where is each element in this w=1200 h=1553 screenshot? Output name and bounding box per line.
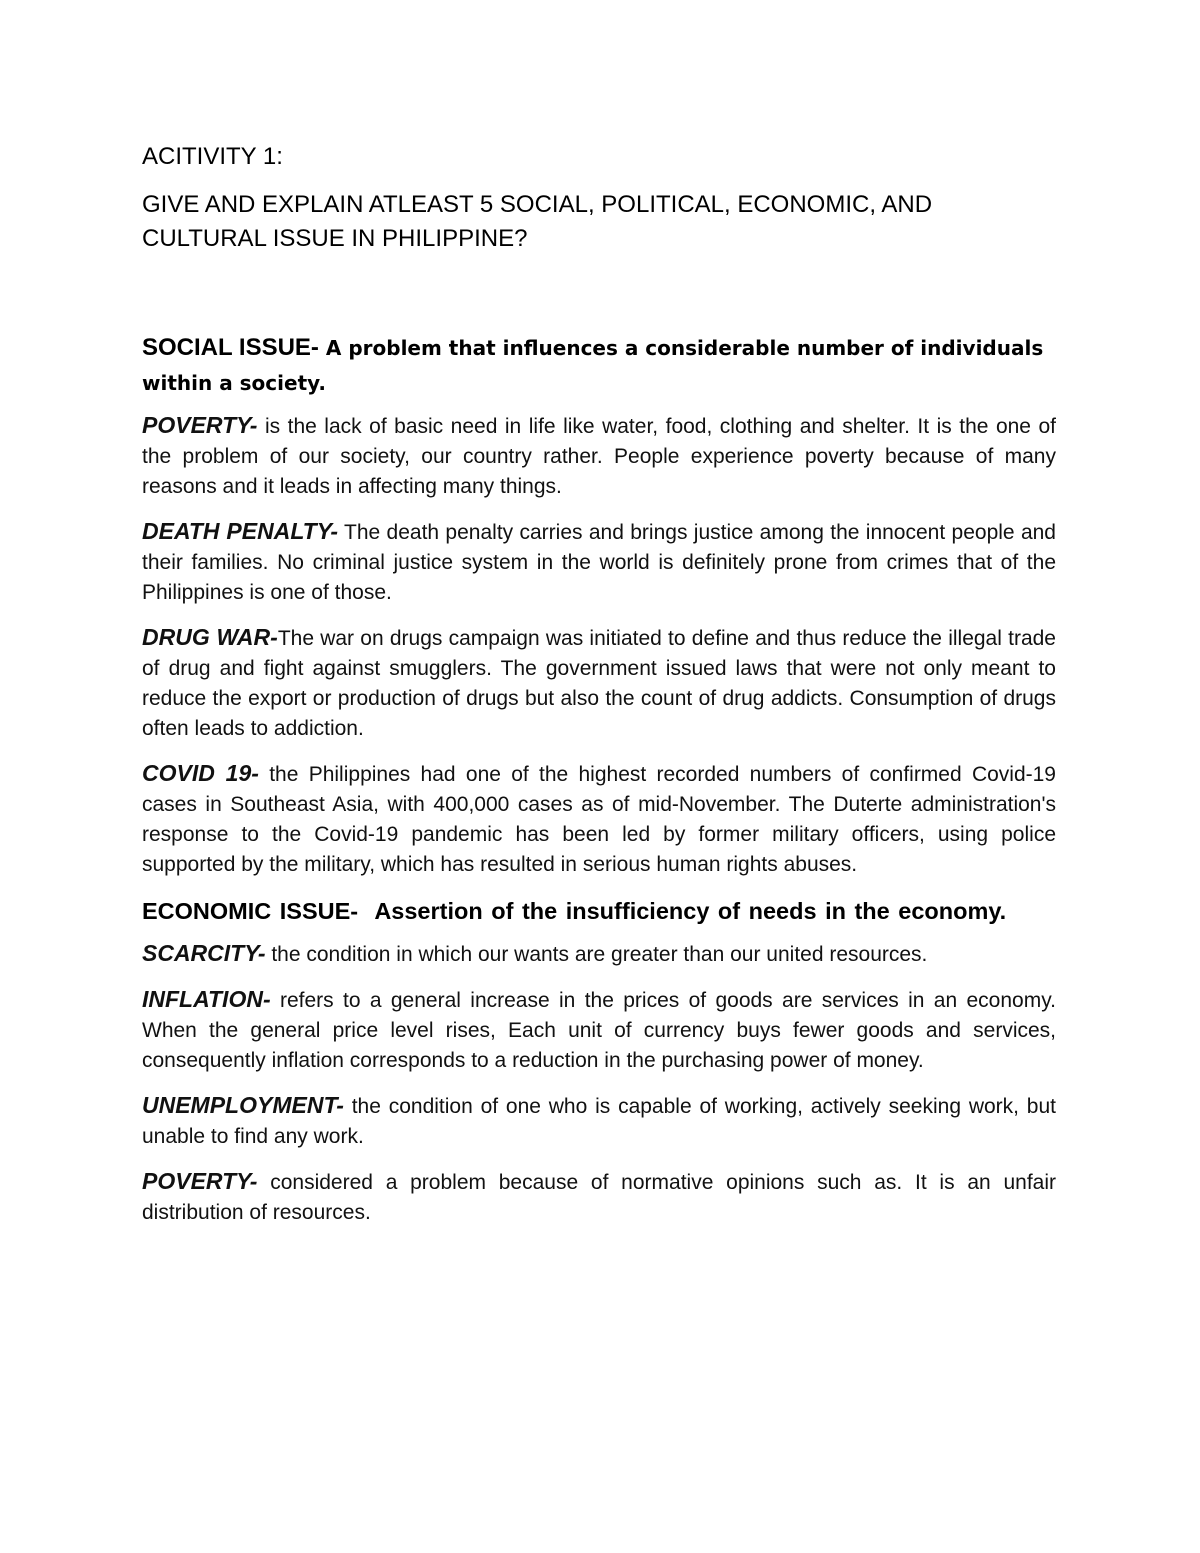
question-text: GIVE AND EXPLAIN ATLEAST 5 SOCIAL, POLITICAL, ECONOMIC, AND CULTURAL ISSUE IN PHILIPPINE? [142,191,933,252]
entry-term: UNEMPLOYMENT- [142,1092,344,1118]
social-entry-covid-19 [142,758,1056,880]
entry-term: COVID 19- [142,760,259,786]
entry-term: DRUG WAR- [142,624,278,650]
economic-entry-poverty [142,1166,1056,1228]
economic-entry-inflation [142,984,1056,1076]
social-entry-poverty [142,410,1056,502]
entry-text: The death penalty carries and brings justice among the innocent people and their families. No criminal justice system in the world is definitely prone from crimes that of the Philippines is one of those. [142,521,1056,604]
entry-term: INFLATION- [142,986,271,1012]
entry-term: POVERTY- [142,412,258,438]
entry-text: refers to a general increase in the prices of goods are services in an economy. When the general price level rises, Each unit of currency buys fewer goods and services, consequently inflation corresponds to a reduction in the purchasing power of money. [142,989,1056,1072]
social-entry-drug-war [142,622,1056,744]
economic-issue-title: ECONOMIC ISSUE- [142,898,359,924]
economic-entry-unemployment [142,1090,1056,1152]
document-page [142,140,1056,1242]
entry-text: the Philippines had one of the highest recorded numbers of confirmed Covid-19 cases in Southeast Asia, with 400,000 cases as of mid-November. The Duterte administration's response to the Covid-19 pandemic has been led by former military officers, using police supported by the military, which has resulted in serious human rights abuses. [142,763,1056,876]
social-issue-definition: A problem that influences a considerable number of individuals within a society. [142,336,1044,395]
social-entry-death-penalty [142,516,1056,608]
entry-term: DEATH PENALTY- [142,518,339,544]
entry-text: the condition in which our wants are greater than our united resources. [265,943,928,966]
entry-term: POVERTY- [142,1168,258,1194]
entry-text: The war on drugs campaign was initiated to define and thus reduce the illegal trade of drug and fight against smugglers. The government issued laws that were not only meant to reduce the export or production of drugs but also the count of drug addicts. Consumption of drugs often leads to addiction. [142,627,1056,740]
economic-issue-heading [142,894,1056,928]
social-issue-heading [142,330,1056,400]
entry-text: is the lack of basic need in life like water, food, clothing and shelter. It is the one of the problem of our society, our country rather. People experience poverty because of many reasons and it leads in affecting many things. [142,415,1056,498]
social-issue-title: SOCIAL ISSUE- [142,334,319,361]
activity-label: ACITIVITY 1: [142,143,283,170]
entry-term: SCARCITY- [142,940,266,966]
entry-text: considered a problem because of normative opinions such as. It is an unfair distribution of resources. [142,1171,1056,1224]
economic-issue-definition: Assertion of the insufficiency of needs in the economy. [358,898,1007,924]
entry-text: the condition of one who is capable of working, actively seeking work, but unable to find any work. [142,1095,1056,1148]
economic-entry-scarcity [142,938,1056,970]
